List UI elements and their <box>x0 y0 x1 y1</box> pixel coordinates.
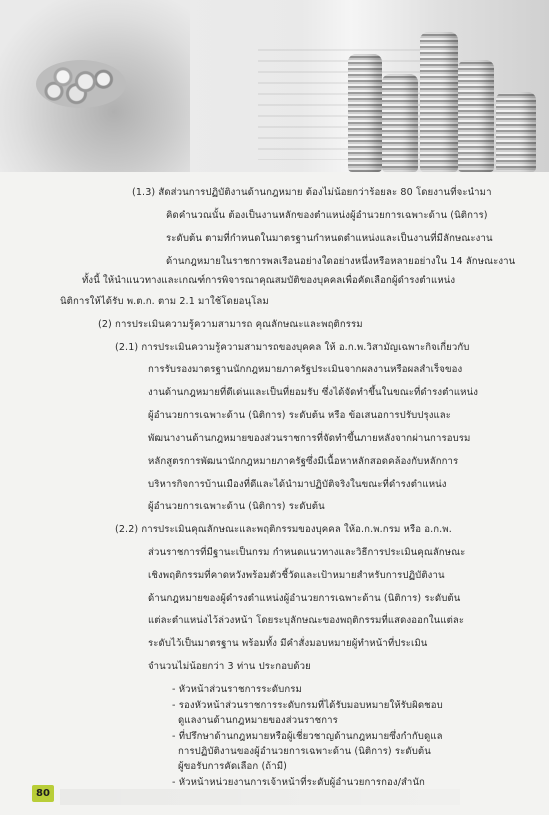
section-2-2-line: ด้านกฎหมายของผู้ดำรงตำแหน่งผู้อำนวยการเฉพาะด้าน (นิติการ) ระดับต้น <box>148 593 461 604</box>
bullet-item: - หัวหน้าหน่วยงานการเจ้าหน้าที่ระดับผู้อำนวยการกอง/สำนัก <box>172 777 425 788</box>
bullet-item: - หัวหน้าส่วนราชการระดับกรม <box>172 684 302 695</box>
section-2-heading: (2) การประเมินความรู้ความสามารถ คุณลักษณะและพฤติกรรม <box>98 319 363 330</box>
section-2-2-line: (2.2) การประเมินคุณลักษณะและพฤติกรรมของบุคคล ให้อ.ก.พ.กรม หรือ อ.ก.พ. <box>115 524 452 535</box>
section-2-1-line: ผู้อำนวยการเฉพาะด้าน (นิติการ) ระดับต้น <box>148 501 325 512</box>
bullet-item-continuation: การปฏิบัติงานของผู้อำนวยการเฉพาะด้าน (นิติการ) ระดับต้น <box>178 746 431 757</box>
section-2-2-line: ส่วนราชการที่มีฐานะเป็นกรม กำหนดแนวทางและวิธีการประเมินคุณลักษณะ <box>148 547 466 558</box>
bullet-item-continuation: ดูแลงานด้านกฎหมายของส่วนราชการ <box>178 715 338 726</box>
section-1-3-line: ระดับต้น ตามที่กำหนดในมาตรฐานกำหนดตำแหน่งและเป็นงานที่มีลักษณะงาน <box>166 233 493 244</box>
faded-footer-text <box>60 789 460 805</box>
bullet-item-continuation: ผู้ขอรับการคัดเลือก (ถ้ามี) <box>178 761 287 772</box>
section-2-1-line: งานด้านกฎหมายที่ดีเด่นและเป็นที่ยอมรับ ซึ่งได้จัดทำขึ้นในขณะที่ดำรงตำแหน่ง <box>148 387 479 398</box>
section-2-2-line: จำนวนไม่น้อยกว่า 3 ท่าน ประกอบด้วย <box>148 661 311 672</box>
section-1-3-line: คิดคำนวณนั้น ต้องเป็นงานหลักของตำแหน่งผู้อำนวยการเฉพาะด้าน (นิติการ) <box>166 210 488 221</box>
section-2-1-line: ผู้อำนวยการเฉพาะด้าน (นิติการ) ระดับต้น หรือ ข้อเสนอการปรับปรุงและ <box>148 410 452 421</box>
page-number-badge: 80 <box>32 785 54 802</box>
section-2-2-line: เชิงพฤติกรรมที่คาดหวังพร้อมตัวชี้วัดและเป้าหมายสำหรับการปฏิบัติงาน <box>148 570 445 581</box>
section-1-3-line: ด้านกฎหมายในราชการพลเรือนอย่างใดอย่างหนึ่งหรือหลายอย่างใน 14 ลักษณะงาน <box>166 256 516 267</box>
note-paragraph-line: ทั้งนี้ ให้นำแนวทางและเกณฑ์การพิจารณาคุณสมบัติของบุคคลเพื่อคัดเลือกผู้ดำรงตำแหน่ง <box>82 275 456 286</box>
section-2-2-line: แต่ละตำแหน่งไว้ล่วงหน้า โดยระบุลักษณะของพฤติกรรมที่แสดงออกในแต่ละ <box>148 615 465 626</box>
section-2-1-line: พัฒนางานด้านกฎหมายของส่วนราชการที่จัดทำขึ้นภายหลังจากผ่านการอบรม <box>148 433 471 444</box>
section-2-1-line: การรับรองมาตรฐานนักกฎหมายภาครัฐประเมินจากผลงานหรือผลสำเร็จของ <box>148 364 463 375</box>
section-2-2-line: ระดับไว้เป็นมาตรฐาน พร้อมทั้ง มีคำสั่งมอบหมายผู้ทำหน้าที่ประเมิน <box>148 638 428 649</box>
note-paragraph-line: นิติการให้ได้รับ พ.ต.ก. ตาม 2.1 มาใช้โดยอนุโลม <box>60 296 269 307</box>
section-2-1-line: (2.1) การประเมินความรู้ความสามารถของบุคคล ให้ อ.ก.พ.วิสามัญเฉพาะกิจเกี่ยวกับ <box>115 342 470 353</box>
section-2-1-line: หลักสูตรการพัฒนานักกฎหมายภาครัฐซึ่งมีเนื้อหาหลักสอดคล้องกับหลักการ <box>148 456 459 467</box>
section-2-1-line: บริหารกิจการบ้านเมืองที่ดีและได้นำมาปฏิบัติจริงในขณะที่ดำรงตำแหน่ง <box>148 479 447 490</box>
section-1-3-line: (1.3) สัดส่วนการปฏิบัติงานด้านกฎหมาย ต้องไม่น้อยกว่าร้อยละ 80 โดยงานที่จะนำมา <box>132 187 492 198</box>
bullet-item: - ที่ปรึกษาด้านกฎหมายหรือผู้เชี่ยวชาญด้านกฎหมายซึ่งกำกับดูแล <box>172 731 443 742</box>
bullet-item: - รองหัวหน้าส่วนราชการระดับกรมที่ได้รับมอบหมายให้รับผิดชอบ <box>172 700 443 711</box>
